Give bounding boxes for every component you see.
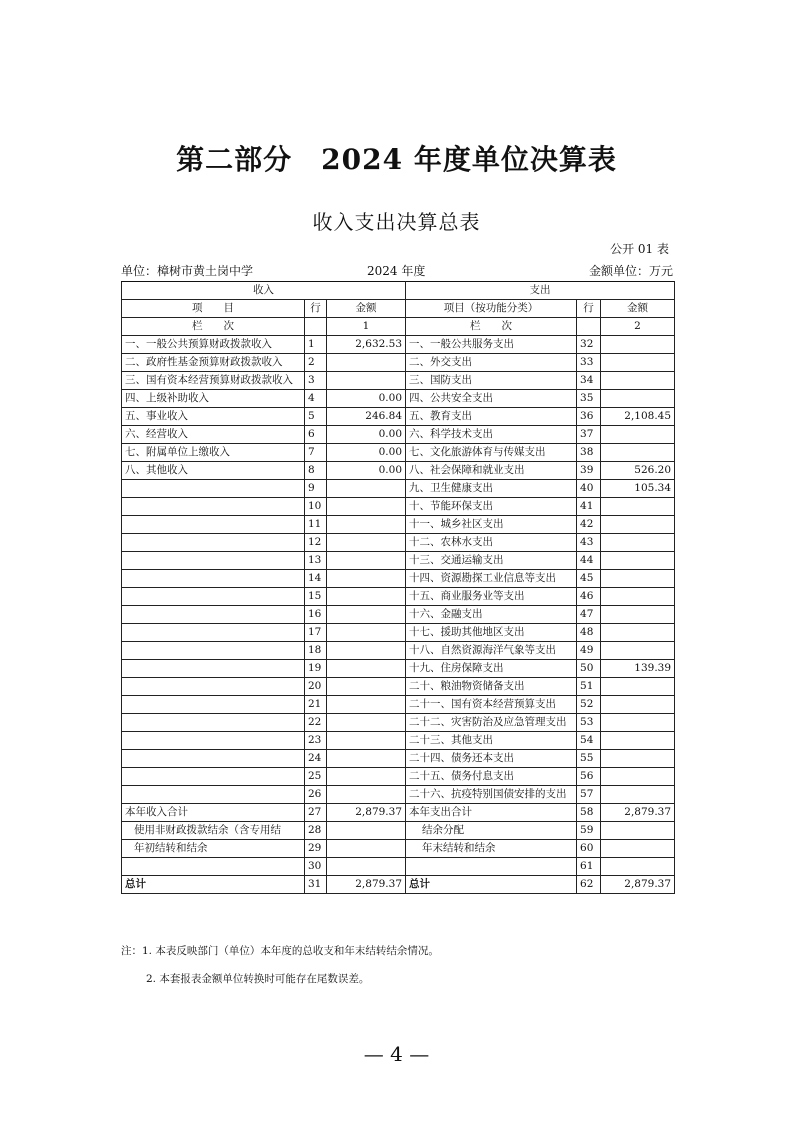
expense-line-number: 43 [577,534,601,552]
expense-line-number: 42 [577,516,601,534]
expense-amount [601,750,675,768]
table-row [122,570,675,588]
income-line-number: 7 [305,444,327,462]
expense-item: 十六、金融支出 [406,606,577,624]
income-line-number: 21 [305,696,327,714]
table-row [122,642,675,660]
income-amount: 0.00 [327,426,406,444]
table-row [122,354,675,372]
expense-item: 十七、援助其他地区支出 [406,624,577,642]
expense-item: 一、一般公共服务支出 [406,336,577,354]
income-line-number: 11 [305,516,327,534]
expense-item: 五、教育支出 [406,408,577,426]
income-item [122,858,305,876]
table-row [122,588,675,606]
income-line-number: 26 [305,786,327,804]
table-row [122,462,675,480]
table-row [122,516,675,534]
income-amount [327,768,406,786]
income-amount: 0.00 [327,390,406,408]
expense-amount [601,390,675,408]
income-line-number: 5 [305,408,327,426]
expense-line-number: 34 [577,372,601,390]
expense-amount [601,624,675,642]
expense-amount: 2,879.37 [601,804,675,822]
expense-line-number: 52 [577,696,601,714]
expense-line-number: 58 [577,804,601,822]
income-item [122,534,305,552]
income-amount [327,498,406,516]
page-number: — 4 — [363,1042,430,1066]
expense-item: 二十二、灾害防治及应急管理支出 [406,714,577,732]
expense-amount: 526.20 [601,462,675,480]
expense-item: 二十一、国有资本经营预算支出 [406,696,577,714]
expense-item: 二十三、其他支出 [406,732,577,750]
expense-item: 二十六、抗疫特别国债安排的支出 [406,786,577,804]
income-line-number: 15 [305,588,327,606]
expense-item: 二十五、债务付息支出 [406,768,577,786]
income-amount [327,840,406,858]
income-line-number: 30 [305,858,327,876]
expense-amount: 139.39 [601,660,675,678]
expense-amount: 2,879.37 [601,876,675,894]
expense-item: 四、公共安全支出 [406,390,577,408]
income-amount [327,534,406,552]
expense-item: 本年支出合计 [406,804,577,822]
expense-amount [601,786,675,804]
income-amount [327,588,406,606]
expense-column-line [577,318,601,336]
total-row [122,840,675,858]
expense-line-number: 60 [577,840,601,858]
expense-item-header: 项目（按功能分类） [406,300,577,318]
expense-amount [601,642,675,660]
income-line-number: 10 [305,498,327,516]
income-item [122,714,305,732]
expense-amount [601,498,675,516]
income-item [122,750,305,768]
expense-line-number: 47 [577,606,601,624]
expense-line-number: 48 [577,624,601,642]
table-row [122,786,675,804]
expense-line-number: 57 [577,786,601,804]
expense-item: 十八、自然资源海洋气象等支出 [406,642,577,660]
expense-amount [601,426,675,444]
income-amount [327,822,406,840]
income-amount [327,786,406,804]
income-amount [327,732,406,750]
income-amount [327,606,406,624]
income-amount: 2,879.37 [327,876,406,894]
note-1: 注：1. 本表反映部门（单位）本年度的总收支和年末结转结余情况。 [121,945,439,957]
expense-amount-header: 金额 [601,300,675,318]
income-line-number: 9 [305,480,327,498]
income-item [122,480,305,498]
income-line-number: 8 [305,462,327,480]
expense-line-number: 59 [577,822,601,840]
expense-amount [601,516,675,534]
expense-line-number: 36 [577,408,601,426]
table-row [122,426,675,444]
fiscal-year: 2024 年度 [367,264,426,278]
income-line-number: 14 [305,570,327,588]
income-item: 五、事业收入 [122,408,305,426]
income-amount: 2,879.37 [327,804,406,822]
page-title: 第二部分 2024 年度单位决算表 [176,143,617,176]
expense-item: 十二、农林水支出 [406,534,577,552]
expense-amount [601,372,675,390]
table-row [122,750,675,768]
expense-item: 十四、资源勘探工业信息等支出 [406,570,577,588]
expense-line-number: 32 [577,336,601,354]
amount-unit: 金额单位：万元 [588,264,673,278]
income-amount [327,750,406,768]
table-row [122,768,675,786]
income-item: 二、政府性基金预算财政拨款收入 [122,354,305,372]
income-item [122,516,305,534]
income-item [122,678,305,696]
income-header: 收入 [122,282,406,300]
expense-line-number: 50 [577,660,601,678]
income-line-number: 2 [305,354,327,372]
income-line-number: 22 [305,714,327,732]
income-amount [327,552,406,570]
income-line-number: 20 [305,678,327,696]
expense-item: 十五、商业服务业等支出 [406,588,577,606]
unit-name: 单位：樟树市黄土岗中学 [121,264,254,278]
income-line-number: 4 [305,390,327,408]
expense-line-number: 62 [577,876,601,894]
expense-line-number: 45 [577,570,601,588]
table-row [122,534,675,552]
income-item [122,768,305,786]
income-item [122,570,305,588]
income-item: 八、其他收入 [122,462,305,480]
expense-amount [601,444,675,462]
expense-amount: 105.34 [601,480,675,498]
income-item-header: 项 目 [122,300,305,318]
grand-total-row [122,876,675,894]
income-line-number: 17 [305,624,327,642]
expense-amount [601,336,675,354]
income-amount [327,660,406,678]
table-row [122,660,675,678]
income-item [122,732,305,750]
income-column-label: 栏 次 [122,318,305,336]
expense-item [406,858,577,876]
income-line-number: 23 [305,732,327,750]
expense-line-number: 40 [577,480,601,498]
table-code: 公开 01 表 [610,242,669,256]
table-row [122,480,675,498]
income-amount [327,642,406,660]
expense-item: 二十、粮油物资储备支出 [406,678,577,696]
expense-item: 七、文化旅游体育与传媒支出 [406,444,577,462]
expense-item: 二、外交支出 [406,354,577,372]
table-row [122,498,675,516]
total-row [122,804,675,822]
expense-item: 十三、交通运输支出 [406,552,577,570]
income-item: 四、上级补助收入 [122,390,305,408]
income-amount-header: 金额 [327,300,406,318]
income-amount [327,354,406,372]
expense-amount [601,840,675,858]
expense-amount [601,768,675,786]
income-amount [327,480,406,498]
expense-amount [601,570,675,588]
income-line-number: 29 [305,840,327,858]
income-amount [327,858,406,876]
table-row [122,696,675,714]
note-2: 2. 本套报表金额单位转换时可能存在尾数误差。 [146,973,370,985]
income-line-number: 19 [305,660,327,678]
income-amount: 246.84 [327,408,406,426]
income-line-header: 行 [305,300,327,318]
income-line-number: 6 [305,426,327,444]
income-amount: 2,632.53 [327,336,406,354]
income-item: 一、一般公共预算财政拨款收入 [122,336,305,354]
expense-amount [601,534,675,552]
expense-line-number: 38 [577,444,601,462]
expense-line-number: 49 [577,642,601,660]
income-line-number: 3 [305,372,327,390]
table-meta [121,262,673,280]
income-item [122,660,305,678]
income-amount [327,570,406,588]
income-amount [327,696,406,714]
table-row [122,732,675,750]
table-row [122,606,675,624]
expense-item: 三、国防支出 [406,372,577,390]
income-item: 总计 [122,876,305,894]
income-line-number: 18 [305,642,327,660]
income-line-number: 25 [305,768,327,786]
expense-item: 八、社会保障和就业支出 [406,462,577,480]
expense-line-number: 54 [577,732,601,750]
expense-amount [601,354,675,372]
income-item [122,624,305,642]
income-item: 使用非财政拨款结余（含专用结 [122,822,305,840]
income-line-number: 12 [305,534,327,552]
expense-item: 十、节能环保支出 [406,498,577,516]
table-row [122,624,675,642]
expense-amount [601,822,675,840]
income-amount [327,624,406,642]
income-item [122,606,305,624]
expense-amount [601,552,675,570]
expense-line-number: 56 [577,768,601,786]
table-row [122,714,675,732]
expense-item: 十一、城乡社区支出 [406,516,577,534]
expense-line-number: 33 [577,354,601,372]
total-row [122,858,675,876]
income-amount [327,516,406,534]
income-amount: 0.00 [327,462,406,480]
expense-line-number: 51 [577,678,601,696]
income-item [122,588,305,606]
income-item: 年初结转和结余 [122,840,305,858]
expense-line-number: 35 [577,390,601,408]
table-row [122,408,675,426]
expense-line-number: 39 [577,462,601,480]
income-line-number: 31 [305,876,327,894]
expense-item: 年末结转和结余 [406,840,577,858]
income-line-number: 28 [305,822,327,840]
table-row [122,552,675,570]
expense-amount [601,678,675,696]
income-amount [327,678,406,696]
table-row [122,444,675,462]
expense-amount [601,858,675,876]
income-item: 七、附属单位上缴收入 [122,444,305,462]
income-line-number: 13 [305,552,327,570]
income-amount [327,714,406,732]
income-item: 六、经营收入 [122,426,305,444]
income-amount [327,372,406,390]
expense-header: 支出 [406,282,675,300]
table-row [122,390,675,408]
expense-line-number: 37 [577,426,601,444]
expense-item: 九、卫生健康支出 [406,480,577,498]
income-line-number: 1 [305,336,327,354]
table-row [122,336,675,354]
income-line-number: 27 [305,804,327,822]
expense-item: 十九、住房保障支出 [406,660,577,678]
income-item [122,696,305,714]
expense-line-number: 44 [577,552,601,570]
table-title: 收入支出决算总表 [312,210,481,234]
income-column-line [305,318,327,336]
table-row [122,372,675,390]
expense-item: 结余分配 [406,822,577,840]
expense-column-label: 栏 次 [406,318,577,336]
expense-line-number: 41 [577,498,601,516]
total-row [122,822,675,840]
table-row [122,678,675,696]
income-expense-table [121,281,675,894]
expense-item: 二十四、债务还本支出 [406,750,577,768]
expense-item: 六、科学技术支出 [406,426,577,444]
income-item [122,786,305,804]
expense-amount: 2,108.45 [601,408,675,426]
expense-line-header: 行 [577,300,601,318]
income-item [122,642,305,660]
expense-amount [601,696,675,714]
expense-amount [601,732,675,750]
income-line-number: 24 [305,750,327,768]
expense-line-number: 53 [577,714,601,732]
expense-line-number: 46 [577,588,601,606]
income-item [122,498,305,516]
expense-line-number: 55 [577,750,601,768]
expense-item: 总计 [406,876,577,894]
income-item: 三、国有资本经营预算财政拨款收入 [122,372,305,390]
expense-line-number: 61 [577,858,601,876]
income-item [122,552,305,570]
expense-amount [601,606,675,624]
expense-amount [601,588,675,606]
income-column-number: 1 [327,318,406,336]
income-amount: 0.00 [327,444,406,462]
income-line-number: 16 [305,606,327,624]
expense-amount [601,714,675,732]
expense-column-number: 2 [601,318,675,336]
income-item: 本年收入合计 [122,804,305,822]
